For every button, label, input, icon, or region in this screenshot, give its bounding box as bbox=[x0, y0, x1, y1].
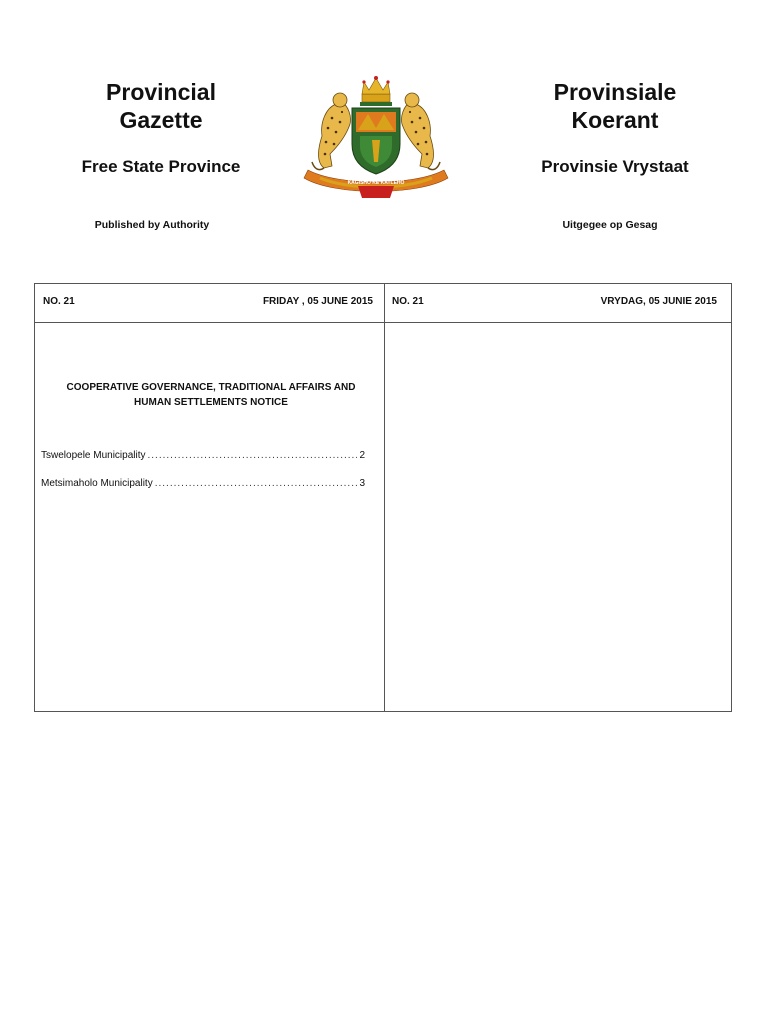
notice-title-line2: HUMAN SETTLEMENTS NOTICE bbox=[134, 397, 288, 408]
subtitle-english: Free State Province bbox=[81, 157, 241, 176]
toc-leader-dots bbox=[155, 478, 358, 489]
left-leopard-icon bbox=[312, 93, 351, 170]
header-divider bbox=[35, 322, 731, 323]
authority-english: Published by Authority bbox=[94, 219, 210, 231]
motto-text: KAGISHO KE KATLEHO bbox=[347, 180, 405, 186]
right-leopard-icon bbox=[401, 93, 440, 170]
toc-item[interactable] bbox=[41, 478, 365, 489]
toc-leader-dots bbox=[148, 450, 358, 461]
toc-item-page: 2 bbox=[359, 450, 365, 461]
title-english-line1: Provincial bbox=[106, 79, 216, 105]
coat-of-arms-icon bbox=[298, 74, 454, 204]
title-english-line2: Gazette bbox=[119, 107, 203, 133]
title-afrikaans bbox=[475, 78, 755, 134]
column-divider bbox=[384, 284, 385, 711]
issue-number-english: NO. 21 bbox=[43, 296, 75, 307]
title-english bbox=[21, 78, 301, 134]
subtitle-afrikaans: Provinsie Vrystaat bbox=[541, 157, 689, 176]
title-afrikaans-line2: Koerant bbox=[571, 107, 659, 133]
toc-item-page: 3 bbox=[359, 478, 365, 489]
shield-icon bbox=[352, 108, 400, 174]
notice-title bbox=[49, 380, 373, 410]
issue-table bbox=[34, 283, 732, 712]
issue-date-english: FRIDAY , 05 JUNE 2015 bbox=[262, 296, 373, 307]
toc-item-label: Metsimaholo Municipality bbox=[41, 478, 153, 489]
toc-item[interactable] bbox=[41, 450, 365, 461]
notice-title-line1: COOPERATIVE GOVERNANCE, TRADITIONAL AFFAIRS AND bbox=[66, 382, 356, 393]
title-afrikaans-line1: Provinsiale bbox=[553, 79, 677, 105]
toc-item-label: Tswelopele Municipality bbox=[41, 450, 146, 461]
issue-number-afrikaans: NO. 21 bbox=[392, 296, 424, 307]
crown-icon bbox=[360, 76, 392, 106]
authority-afrikaans: Uitgegee op Gesag bbox=[562, 219, 658, 231]
issue-date-afrikaans: VRYDAG, 05 JUNIE 2015 bbox=[600, 296, 717, 307]
